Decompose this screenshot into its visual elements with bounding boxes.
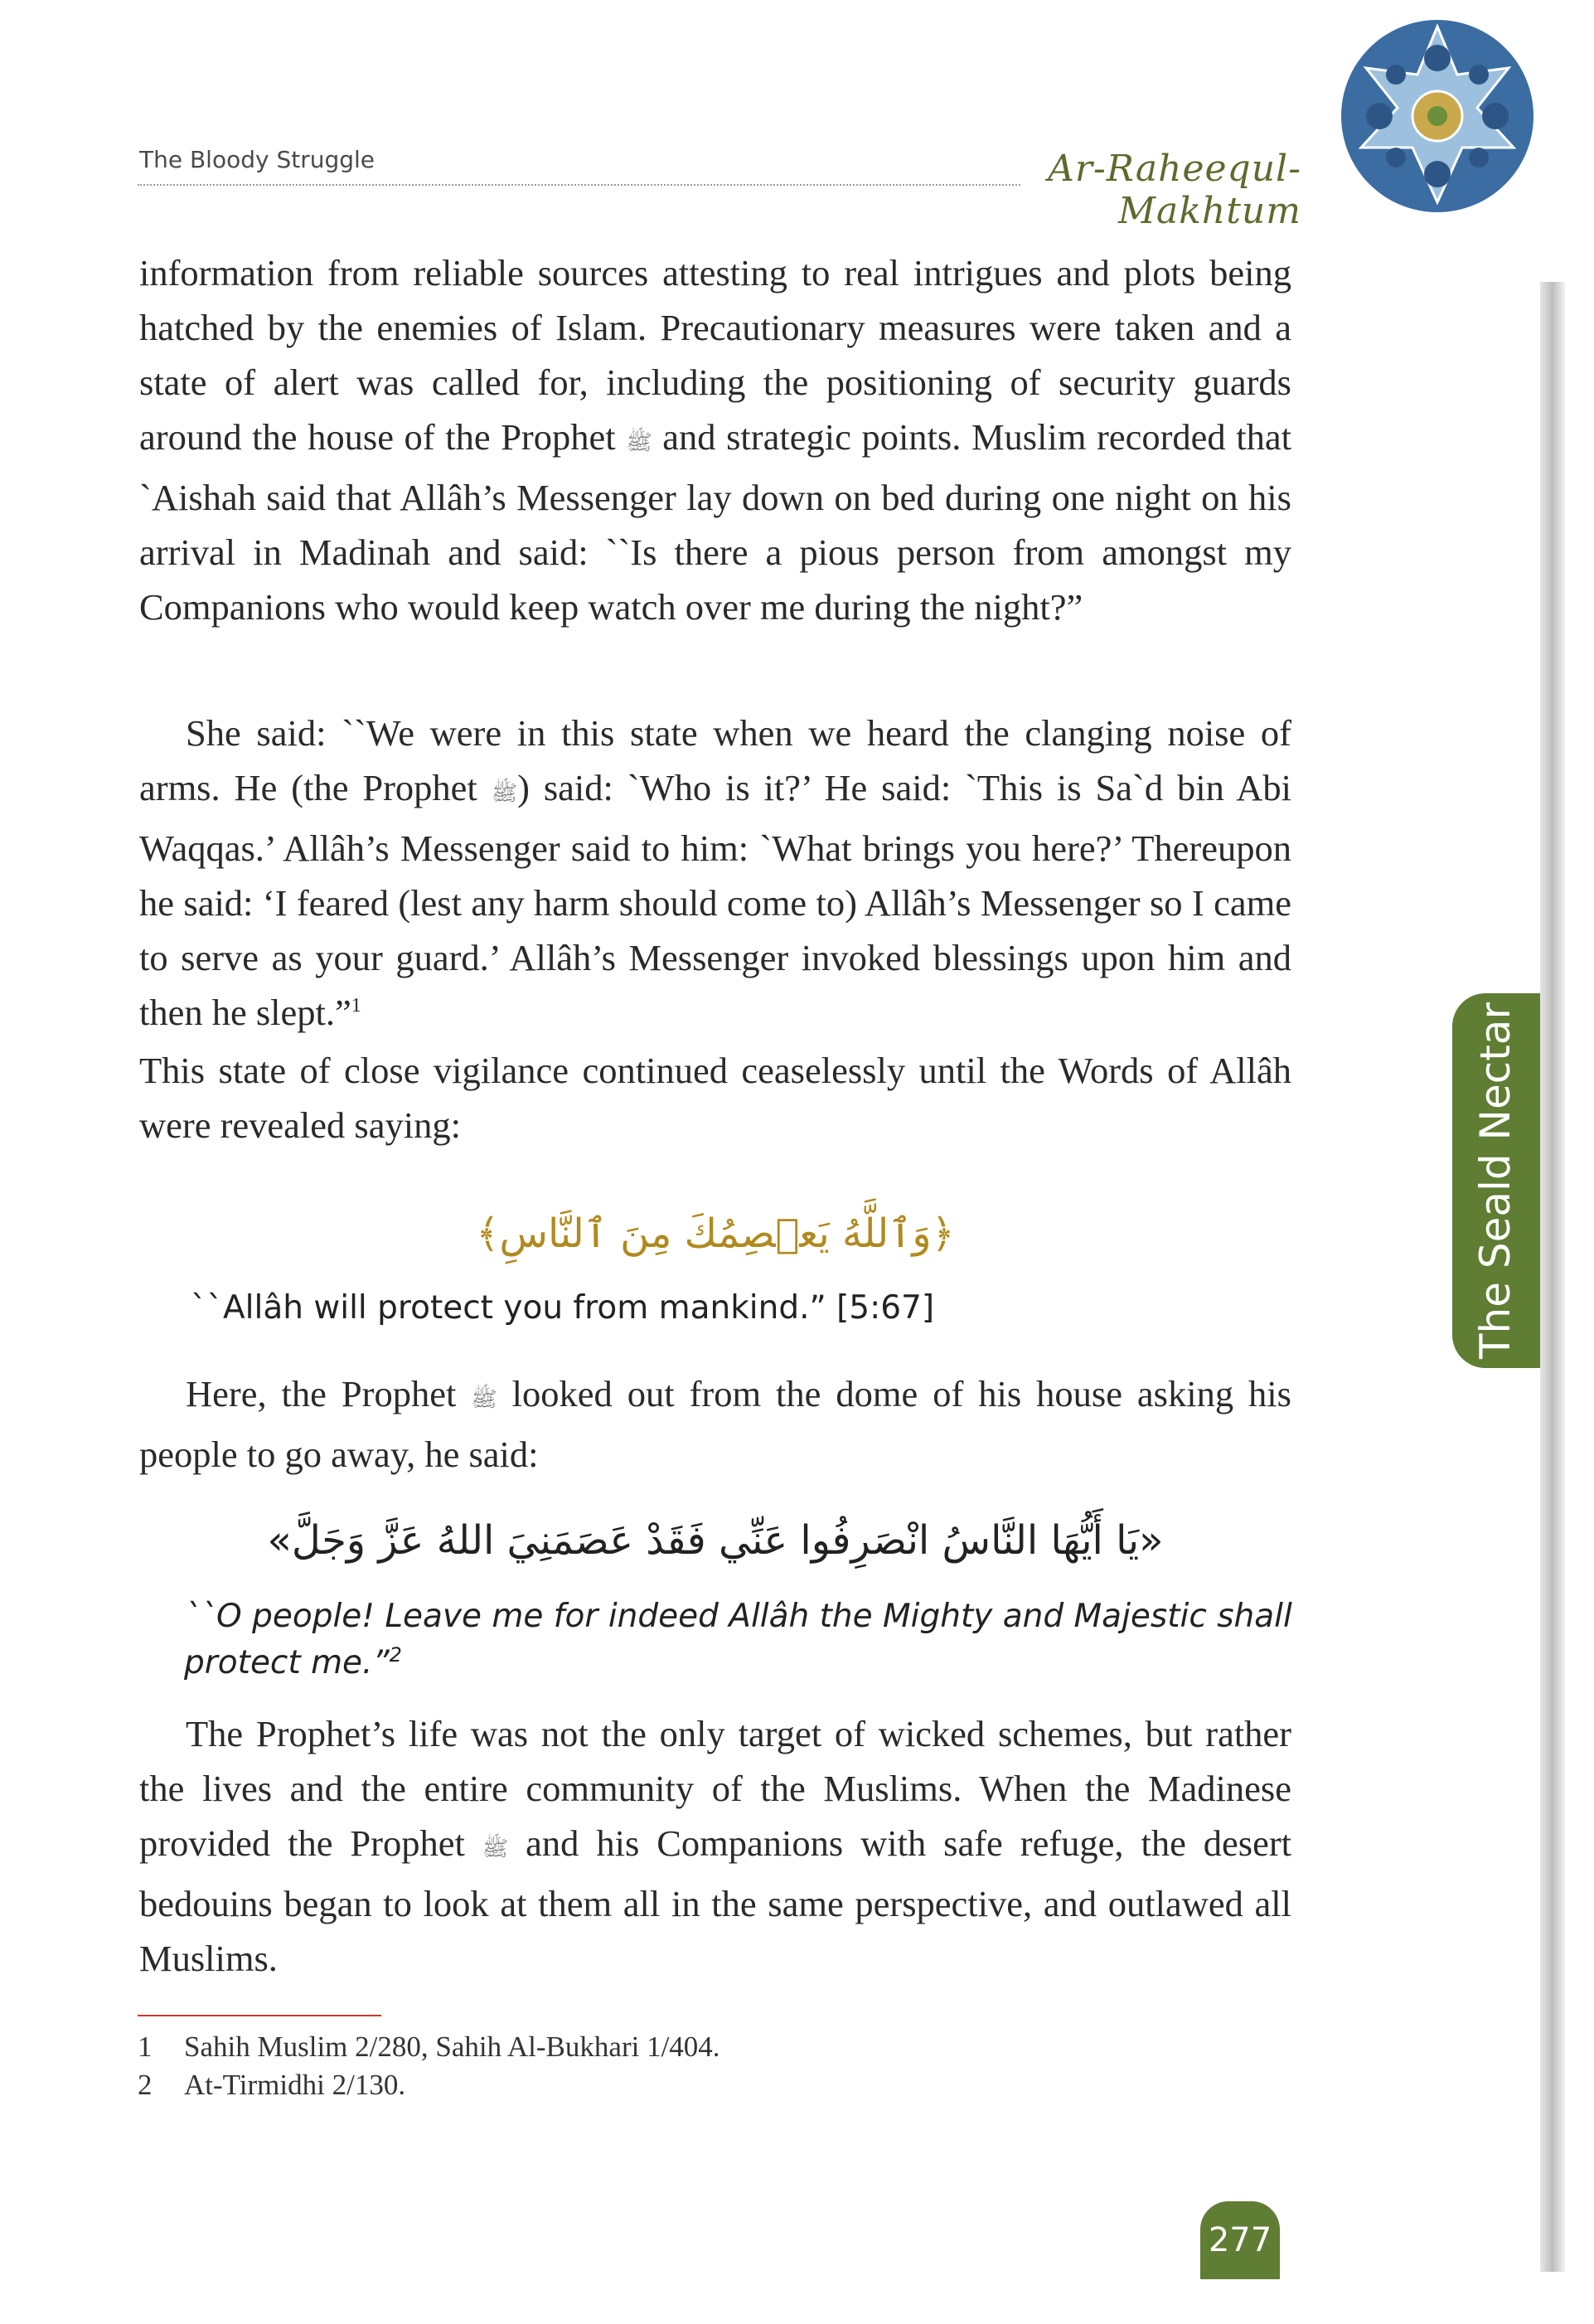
hadith-translation bbox=[184, 1594, 1311, 1686]
footnote-text: Sahih Muslim 2/280, Sahih Al-Bukhari 1/404. bbox=[184, 2030, 720, 2063]
salutation-mark: ﷺ bbox=[482, 1836, 509, 1861]
book-title: Ar-Raheequl-Makhtum bbox=[1048, 148, 1301, 232]
footnote-ref-2: 2 bbox=[389, 1643, 402, 1667]
running-head: The Bloody Struggle bbox=[139, 146, 375, 173]
paragraph-4-text: Here, the Prophet bbox=[186, 1373, 457, 1414]
footnotes bbox=[138, 2028, 720, 2104]
footnote-ref-1: 1 bbox=[351, 995, 361, 1017]
page-edge-shadow bbox=[1540, 282, 1565, 2272]
footnote-item bbox=[138, 2028, 720, 2066]
paragraph-3: This state of close vigilance continued ceaselessly until the Words of Allâh were revealed saying: bbox=[139, 1050, 1291, 1146]
paragraph-4-continued: looked out from the dome of his house asking his people to go away, he said: bbox=[139, 1373, 1291, 1475]
paragraph-1-text: information from reliable sources attesting to real intrigues and plots being hatched by the enemies of Islam. Precautionary measures were taken and a state of alert was called for, including the positioning of security guards around the house of the Prophet bbox=[139, 252, 1291, 458]
side-tab-label: The Seald Nectar bbox=[1471, 1002, 1519, 1360]
paragraph-2-continued: ) said: `Who is it?’ He said: `This is Sa`d bin Abi Waqqas.’ Allâh’s Messenger said to him: `What brings you here?’ Thereupon he said: ‘I feared (lest any harm should come to) Allâh’s Messenger so I came to serve as your guard.’ Allâh’s Messenger invoked blessings upon him and then he slept.” bbox=[139, 767, 1291, 1033]
paragraph-5 bbox=[139, 1706, 1291, 1986]
footnote-rule bbox=[138, 2015, 381, 2016]
footnote-text: At-Tirmidhi 2/130. bbox=[184, 2069, 406, 2101]
footnote-number: 1 bbox=[138, 2030, 153, 2063]
salutation-mark: ﷺ bbox=[491, 781, 518, 806]
paragraph-2-text: She said: ``We were in this state when we heard the clanging noise of arms. He (the Prophet bbox=[139, 712, 1291, 808]
paragraph-2 bbox=[139, 706, 1291, 1040]
salutation-mark: ﷺ bbox=[626, 430, 652, 455]
hadith-translation-text: ``O people! Leave me for indeed Allâh the Mighty and Majestic shall protect me.” bbox=[184, 1598, 1292, 1681]
paragraph-4 bbox=[139, 1366, 1291, 1482]
quran-verse-arabic: ﴿وَٱللَّهُ يَعۡصِمُكَ مِنَ ٱلنَّاسِ﴾ bbox=[476, 1211, 955, 1257]
page-number: 277 bbox=[1200, 2201, 1280, 2279]
paragraph-1-continued: and strategic points. Muslim recorded that `Aishah said that Allâh’s Messenger lay down on bed during one night on his arrival in Madinah and said: ``Is there a pious person from amongst my Companions who would keep watch over me during the night?” bbox=[139, 416, 1292, 628]
footnote-number: 2 bbox=[138, 2069, 153, 2101]
footnote-item bbox=[138, 2066, 720, 2104]
salutation-mark: ﷺ bbox=[471, 1387, 497, 1412]
paragraph-1 bbox=[139, 245, 1291, 634]
paragraph-5-continued: and his Companions with safe refuge, the desert bedouins began to look at them all in the same perspective, and outlawed all Muslims. bbox=[139, 1822, 1292, 1979]
islamic-ornament-icon bbox=[1336, 15, 1538, 217]
quran-verse-translation: ``Allâh will protect you from mankind.” [5:67] bbox=[191, 1289, 935, 1327]
hadith-arabic: «يَا أَيُّهَا النَّاسُ انْصَرِفُوا عَنِّي فَقَدْ عَصَمَنِيَ اللهُ عَزَّ وَجَلَّ» bbox=[267, 1517, 1164, 1564]
paragraph-5-text: The Prophet’s life was not the only target of wicked schemes, but rather the lives and the entire community of the Muslims. When the Madinese provided the Prophet bbox=[139, 1713, 1291, 1864]
